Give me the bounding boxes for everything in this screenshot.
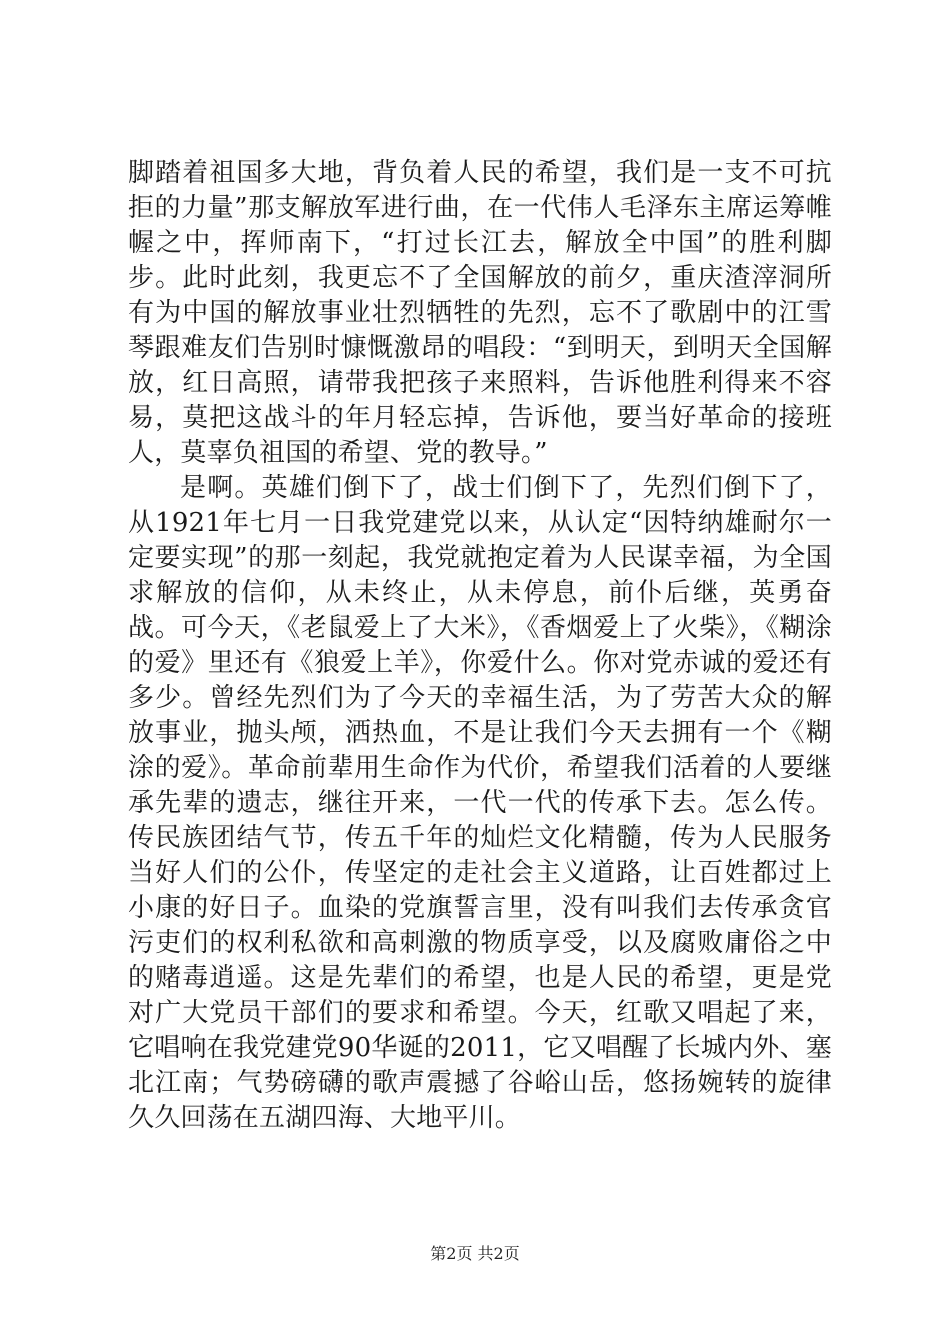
- paragraph-main: 是啊。英雄们倒下了，战士们倒下了，先烈们倒下了，从1921年七月一日我党建党以来，从认定“因特纳雄耐尔一定要实现”的那一刻起，我党就抱定着为人民谋幸福，为全国求解放的信仰，从未终止，从未停息，前仆后继，英勇奋战。可今天，《老鼠爱上了大米》，《香烟爱上了火柴》，《糊涂的爱》里还有《狼爱上羊》，你爱什么。你对党赤诚的爱还有多少。曾经先烈们为了今天的幸福生活，为了劳苦大众的解放事业，抛头颅，洒热血，不是让我们今天去拥有一个《糊涂的爱》。革命前辈用生命作为代价，希望我们活着的人要继承先辈的遗志，继往开来，一代一代的传承下去。怎么传。传民族团结气节，传五千年的灿烂文化精髓，传为人民服务当好人们的公仆，传坚定的走社会主义道路，让百姓都过上小康的好日子。血染的党旗誓言里，没有叫我们去传承贪官污吏们的权利私欲和高刺激的物质享受，以及腐败庸俗之中的赌毒逍遥。这是先辈们的希望，也是人民的希望，更是党对广大党员干部们的要求和希望。今天，红歌又唱起了来，它唱响在我党建党90华诞的2011，它又唱醒了长城内外、塞北江南；气势磅礴的歌声震撼了谷峪山岳，悠扬婉转的旋律久久回荡在五湖四海、大地平川。: [128, 473, 832, 1133]
- paragraph-continuation: 脚踏着祖国多大地，背负着人民的希望，我们是一支不可抗拒的力量”那支解放军进行曲，在一代伟人毛泽东主席运筹帷幄之中，挥师南下，“打过长江去，解放全中国”的胜利脚步。此时此刻，我更忘不了全国解放的前夕，重庆渣滓洞所有为中国的解放事业壮烈牺牲的先烈，忘不了歌剧中的江雪琴跟难友们告别时慷慨激昂的唱段：“到明天，到明天全国解放，红日高照，请带我把孩子来照料，告诉他胜利得来不容易，莫把这战斗的年月轻忘掉，告诉他，要当好革命的接班人，莫辜负祖国的希望、党的教导。”: [128, 158, 832, 468]
- document-body: [128, 156, 832, 1136]
- page-footer: 第2页 共2页: [430, 1244, 520, 1263]
